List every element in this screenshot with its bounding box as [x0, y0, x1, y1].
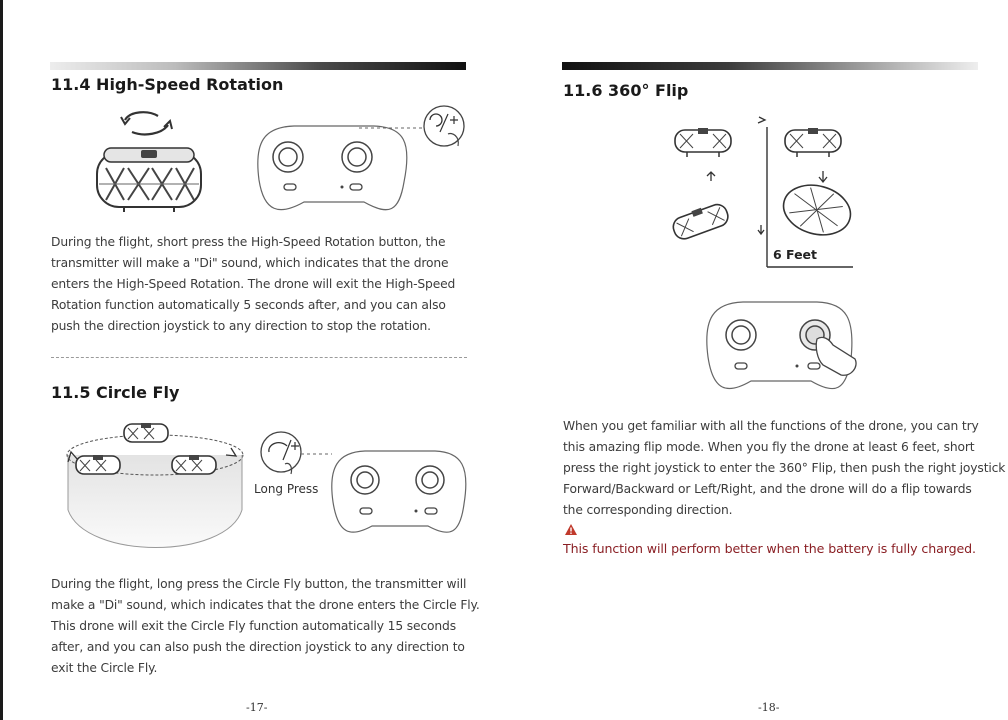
- section-11-6-line-5: the corresponding direction.: [563, 503, 733, 517]
- section-11-6-line-3: press the right joystick to enter the 360° Flip, then push the right joystick: [563, 461, 1006, 475]
- section-11-6-line-2: this amazing flip mode. When you fly the drone at least 6 feet, short: [563, 440, 975, 454]
- section-title-circle-fly: 11.5 Circle Fly: [51, 383, 180, 402]
- section-11-5-line-2: make a "Di" sound, which indicates that the drone enters the Circle Fly.: [51, 598, 480, 612]
- rotation-arrows-icon: [118, 108, 178, 138]
- flip-illustration: [665, 115, 860, 270]
- section-divider: [51, 357, 467, 358]
- section-11-4-line-3: enters the High-Speed Rotation. The drone will exit the High-Speed: [51, 277, 456, 291]
- section-11-5-line-4: after, and you can also push the direction joystick to any direction to: [51, 640, 465, 654]
- page-number: -17-: [246, 701, 268, 714]
- warning-icon: [564, 523, 578, 536]
- page-17: [0, 0, 500, 720]
- section-11-4-line-1: During the flight, short press the High-Speed Rotation button, the: [51, 235, 446, 249]
- battery-warning: This function will perform better when the battery is fully charged.: [563, 541, 976, 556]
- section-11-6-line-4: Forward/Backward or Left/Right, and the drone will do a flip towards: [563, 482, 972, 496]
- section-11-5-line-1: During the flight, long press the Circle Fly button, the transmitter will: [51, 577, 467, 591]
- page-number: -18-: [758, 701, 780, 714]
- section-title-high-speed-rotation: 11.4 High-Speed Rotation: [51, 75, 284, 94]
- remote-controller-illustration-flip: [705, 295, 865, 399]
- remote-controller-illustration-circle-fly: [330, 442, 470, 542]
- circle-fly-button-icon: [257, 430, 317, 480]
- header-bar: [562, 62, 978, 70]
- section-11-4-line-2: transmitter will make a "Di" sound, which indicates that the drone: [51, 256, 449, 270]
- remote-controller-illustration: [254, 102, 469, 220]
- long-press-caption: Long Press: [254, 482, 319, 496]
- circle-fly-illustration: [66, 420, 246, 560]
- section-title-360-flip: 11.6 360° Flip: [563, 81, 689, 100]
- section-11-6-line-1: When you get familiar with all the functions of the drone, you can try: [563, 419, 979, 433]
- section-11-4-line-4: Rotation function automatically 5 seconds after, and you can also: [51, 298, 446, 312]
- page-18: [500, 0, 1008, 720]
- section-11-4-line-5: push the direction joystick to any direction to stop the rotation.: [51, 319, 431, 333]
- header-bar: [50, 62, 466, 70]
- height-label: 6 Feet: [773, 247, 818, 262]
- drone-illustration: [94, 140, 204, 215]
- section-11-5-line-5: exit the Circle Fly.: [51, 661, 158, 675]
- section-11-5-line-3: This drone will exit the Circle Fly function automatically 15 seconds: [51, 619, 456, 633]
